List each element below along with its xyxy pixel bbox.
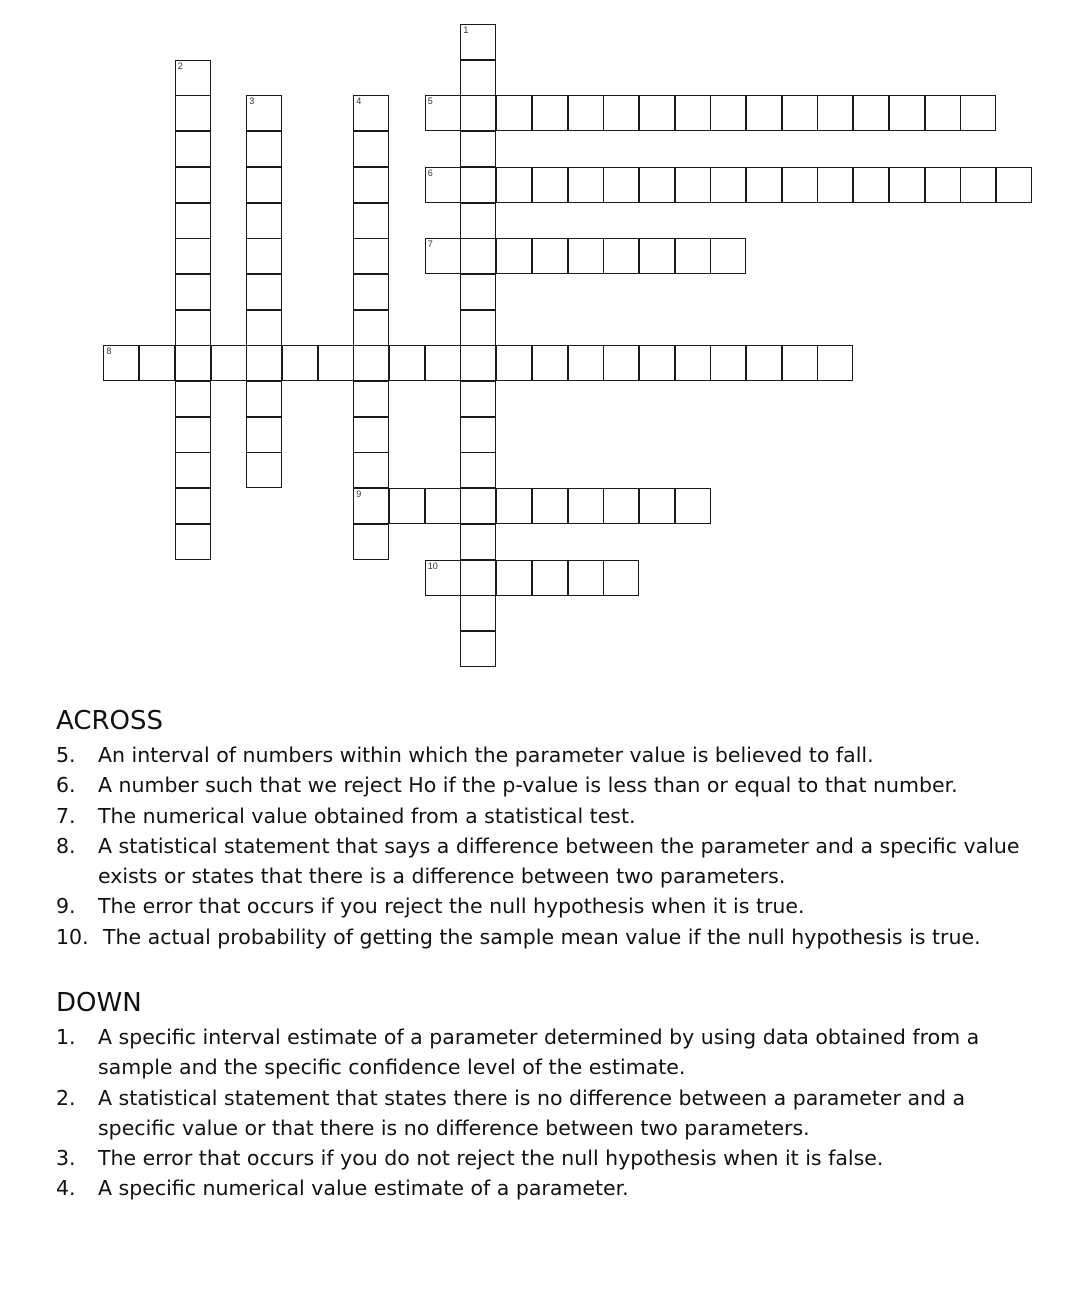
- clue-number-label: 7: [427, 239, 433, 250]
- grid-cell[interactable]: [817, 95, 853, 131]
- grid-cell[interactable]: [889, 95, 925, 131]
- across-clues: [56, 704, 1046, 952]
- grid-cell[interactable]: [496, 345, 532, 381]
- across-clue: [56, 801, 1046, 831]
- grid-cell[interactable]: [246, 452, 282, 488]
- clue-number: 5.: [56, 743, 76, 767]
- grid-cell[interactable]: [139, 345, 175, 381]
- across-clue: [56, 831, 1046, 892]
- across-heading: ACROSS: [56, 706, 164, 736]
- clue-number: 1.: [56, 1025, 76, 1049]
- grid-cell[interactable]: [532, 488, 568, 524]
- clue-text: The error that occurs if you do not reject the null hypothesis when it is false.: [98, 1146, 884, 1171]
- grid-cell[interactable]: [353, 417, 389, 453]
- clue-number-label: 1: [463, 25, 469, 35]
- clue-text: The actual probability of getting the sample mean value if the null hypothesis is true.: [103, 924, 981, 949]
- grid-cell[interactable]: [246, 238, 282, 274]
- clue-text: The error that occurs if you reject the null hypothesis when it is true.: [98, 894, 805, 919]
- grid-cell[interactable]: [175, 60, 211, 96]
- grid-cell[interactable]: [746, 95, 782, 131]
- grid-cell[interactable]: [710, 95, 746, 131]
- grid-cell[interactable]: [782, 167, 818, 203]
- grid-cell[interactable]: [746, 345, 782, 381]
- grid-cell[interactable]: [175, 167, 211, 203]
- grid-cell[interactable]: [639, 167, 675, 203]
- grid-cell[interactable]: [460, 238, 496, 274]
- grid-cell[interactable]: [211, 345, 247, 381]
- grid-cell[interactable]: [568, 238, 604, 274]
- clue-text: A statistical statement that states there is no difference between a parameter and a specific value or that there is no difference between two parameters.: [98, 1085, 966, 1140]
- down-clue: [56, 1083, 1046, 1144]
- grid-cell[interactable]: [460, 488, 496, 524]
- grid-cell[interactable]: [460, 452, 496, 488]
- grid-cell[interactable]: [175, 381, 211, 417]
- clue-text: A specific numerical value estimate of a parameter.: [98, 1176, 629, 1201]
- clue-number: 7.: [56, 803, 76, 828]
- grid-cell[interactable]: [496, 95, 532, 131]
- grid-cell[interactable]: [425, 488, 461, 524]
- grid-cell[interactable]: [568, 95, 604, 131]
- grid-cell[interactable]: [568, 488, 604, 524]
- grid-cell[interactable]: [246, 381, 282, 417]
- clue-number: 3.: [56, 1146, 76, 1171]
- grid-cell[interactable]: [353, 381, 389, 417]
- grid-cell[interactable]: [246, 167, 282, 203]
- clue-text: A statistical statement that says a difference between the parameter and a specific value exists or states that there is a difference between two parameters.: [98, 833, 1020, 889]
- grid-cell[interactable]: [603, 238, 639, 274]
- clue-text: The numerical value obtained from a statistical test.: [98, 803, 636, 828]
- grid-cell[interactable]: [782, 345, 818, 381]
- clue-text: A number such that we reject Ho if the p-value is less than or equal to that number.: [98, 773, 958, 798]
- grid-cell[interactable]: [710, 238, 746, 274]
- down-heading: DOWN: [56, 988, 142, 1018]
- clue-number-label: 4: [356, 96, 362, 107]
- across-clue: [56, 891, 1046, 921]
- grid-cell[interactable]: [496, 238, 532, 274]
- grid-cell[interactable]: [353, 345, 389, 381]
- grid-cell[interactable]: [175, 310, 211, 346]
- clue-number-label: 8: [106, 346, 112, 357]
- grid-cell[interactable]: [460, 203, 496, 239]
- down-clue: [56, 1143, 1046, 1173]
- grid-cell[interactable]: [460, 310, 496, 346]
- down-clue: [56, 1173, 1046, 1203]
- grid-cell[interactable]: [175, 131, 211, 167]
- clue-text: A specific interval estimate of a parameter determined by using data obtained from a sample and the specific confidence level of the estimate.: [98, 1025, 980, 1080]
- down-clue-list: [56, 1022, 1046, 1204]
- grid-cell[interactable]: [639, 95, 675, 131]
- grid-cell[interactable]: [425, 345, 461, 381]
- grid-cell[interactable]: [675, 488, 711, 524]
- grid-cell[interactable]: [460, 95, 496, 131]
- across-clue: [56, 740, 1046, 770]
- grid-cell[interactable]: [425, 95, 461, 131]
- across-clue: [56, 770, 1046, 800]
- clue-number: 9.: [56, 894, 76, 919]
- across-clue: [56, 922, 1046, 952]
- grid-cell[interactable]: [353, 524, 389, 560]
- grid-cell[interactable]: [532, 345, 568, 381]
- grid-cell[interactable]: [353, 167, 389, 203]
- grid-cell[interactable]: [353, 274, 389, 310]
- clue-number-label: 5: [427, 96, 433, 107]
- across-clue-list: [56, 740, 1046, 952]
- grid-cell[interactable]: [175, 203, 211, 239]
- grid-cell[interactable]: [675, 167, 711, 203]
- grid-cell[interactable]: [568, 560, 604, 596]
- grid-cell[interactable]: [675, 345, 711, 381]
- grid-cell[interactable]: [389, 488, 425, 524]
- grid-cell[interactable]: [710, 167, 746, 203]
- grid-cell[interactable]: [782, 95, 818, 131]
- grid-cell[interactable]: [960, 95, 996, 131]
- grid-cell[interactable]: [460, 381, 496, 417]
- grid-cell[interactable]: [746, 167, 782, 203]
- grid-cell[interactable]: [603, 345, 639, 381]
- grid-cell[interactable]: [710, 345, 746, 381]
- grid-cell[interactable]: [996, 167, 1032, 203]
- grid-cell[interactable]: [532, 560, 568, 596]
- clue-number: 2.: [56, 1085, 76, 1110]
- grid-cell[interactable]: [460, 167, 496, 203]
- grid-cell[interactable]: [639, 488, 675, 524]
- grid-cell[interactable]: [960, 167, 996, 203]
- grid-cell[interactable]: [353, 203, 389, 239]
- grid-cell[interactable]: [496, 560, 532, 596]
- grid-cell[interactable]: [425, 167, 461, 203]
- grid-cell[interactable]: [460, 560, 496, 596]
- grid-cell[interactable]: [353, 452, 389, 488]
- grid-cell[interactable]: [353, 310, 389, 346]
- grid-cell[interactable]: [460, 595, 496, 631]
- grid-cell[interactable]: [603, 167, 639, 203]
- grid-cell[interactable]: [353, 95, 389, 131]
- grid-cell[interactable]: [175, 452, 211, 488]
- grid-cell[interactable]: [460, 60, 496, 96]
- grid-cell[interactable]: [675, 238, 711, 274]
- grid-cell[interactable]: [603, 95, 639, 131]
- grid-cell[interactable]: [103, 345, 139, 381]
- grid-cell[interactable]: [175, 274, 211, 310]
- grid-cell[interactable]: [460, 524, 496, 560]
- clue-number-label: 9: [356, 489, 362, 500]
- grid-cell[interactable]: [532, 238, 568, 274]
- grid-cell[interactable]: [496, 167, 532, 203]
- grid-cell[interactable]: [460, 24, 496, 60]
- grid-cell[interactable]: [246, 95, 282, 131]
- grid-cell[interactable]: [460, 274, 496, 310]
- grid-cell[interactable]: [639, 345, 675, 381]
- grid-cell[interactable]: [675, 95, 711, 131]
- grid-cell[interactable]: [889, 167, 925, 203]
- grid-cell[interactable]: [639, 238, 675, 274]
- clue-text: An interval of numbers within which the parameter value is believed to fall.: [98, 743, 874, 767]
- grid-cell[interactable]: [175, 345, 211, 381]
- grid-cell[interactable]: [175, 238, 211, 274]
- grid-cell[interactable]: [246, 345, 282, 381]
- grid-cell[interactable]: [175, 417, 211, 453]
- clue-number: 8.: [56, 833, 76, 858]
- grid-cell[interactable]: [246, 310, 282, 346]
- grid-cell[interactable]: [460, 417, 496, 453]
- down-clue: [56, 1022, 1046, 1083]
- grid-cell[interactable]: [925, 167, 961, 203]
- grid-cell[interactable]: [353, 238, 389, 274]
- grid-cell[interactable]: [425, 560, 461, 596]
- grid-cell[interactable]: [318, 345, 354, 381]
- grid-cell[interactable]: [175, 95, 211, 131]
- grid-cell[interactable]: [532, 167, 568, 203]
- grid-cell[interactable]: [568, 345, 604, 381]
- grid-cell[interactable]: [460, 345, 496, 381]
- grid-cell[interactable]: [460, 631, 496, 667]
- grid-cell[interactable]: [853, 167, 889, 203]
- clue-number-label: 10: [427, 560, 438, 571]
- clue-number: 10.: [56, 924, 89, 949]
- grid-cell[interactable]: [603, 560, 639, 596]
- grid-cell[interactable]: [603, 488, 639, 524]
- grid-cell[interactable]: [817, 167, 853, 203]
- clue-number-label: 2: [177, 60, 183, 71]
- grid-cell[interactable]: [175, 524, 211, 560]
- grid-cell[interactable]: [175, 488, 211, 524]
- grid-cell[interactable]: [460, 131, 496, 167]
- grid-cell[interactable]: [282, 345, 318, 381]
- clue-number: 4.: [56, 1176, 76, 1201]
- grid-cell[interactable]: [817, 345, 853, 381]
- grid-cell[interactable]: [496, 488, 532, 524]
- grid-cell[interactable]: [532, 95, 568, 131]
- grid-cell[interactable]: [389, 345, 425, 381]
- grid-cell[interactable]: [925, 95, 961, 131]
- grid-cell[interactable]: [353, 488, 389, 524]
- grid-cell[interactable]: [246, 417, 282, 453]
- grid-cell[interactable]: [246, 131, 282, 167]
- down-clues: [56, 986, 1046, 1204]
- grid-cell[interactable]: [853, 95, 889, 131]
- grid-cell[interactable]: [425, 238, 461, 274]
- grid-cell[interactable]: [246, 274, 282, 310]
- grid-cell[interactable]: [568, 167, 604, 203]
- grid-cell[interactable]: [353, 131, 389, 167]
- grid-cell[interactable]: [246, 203, 282, 239]
- clue-number-label: 6: [427, 167, 433, 178]
- clue-number: 6.: [56, 773, 76, 798]
- clue-number-label: 3: [249, 96, 255, 107]
